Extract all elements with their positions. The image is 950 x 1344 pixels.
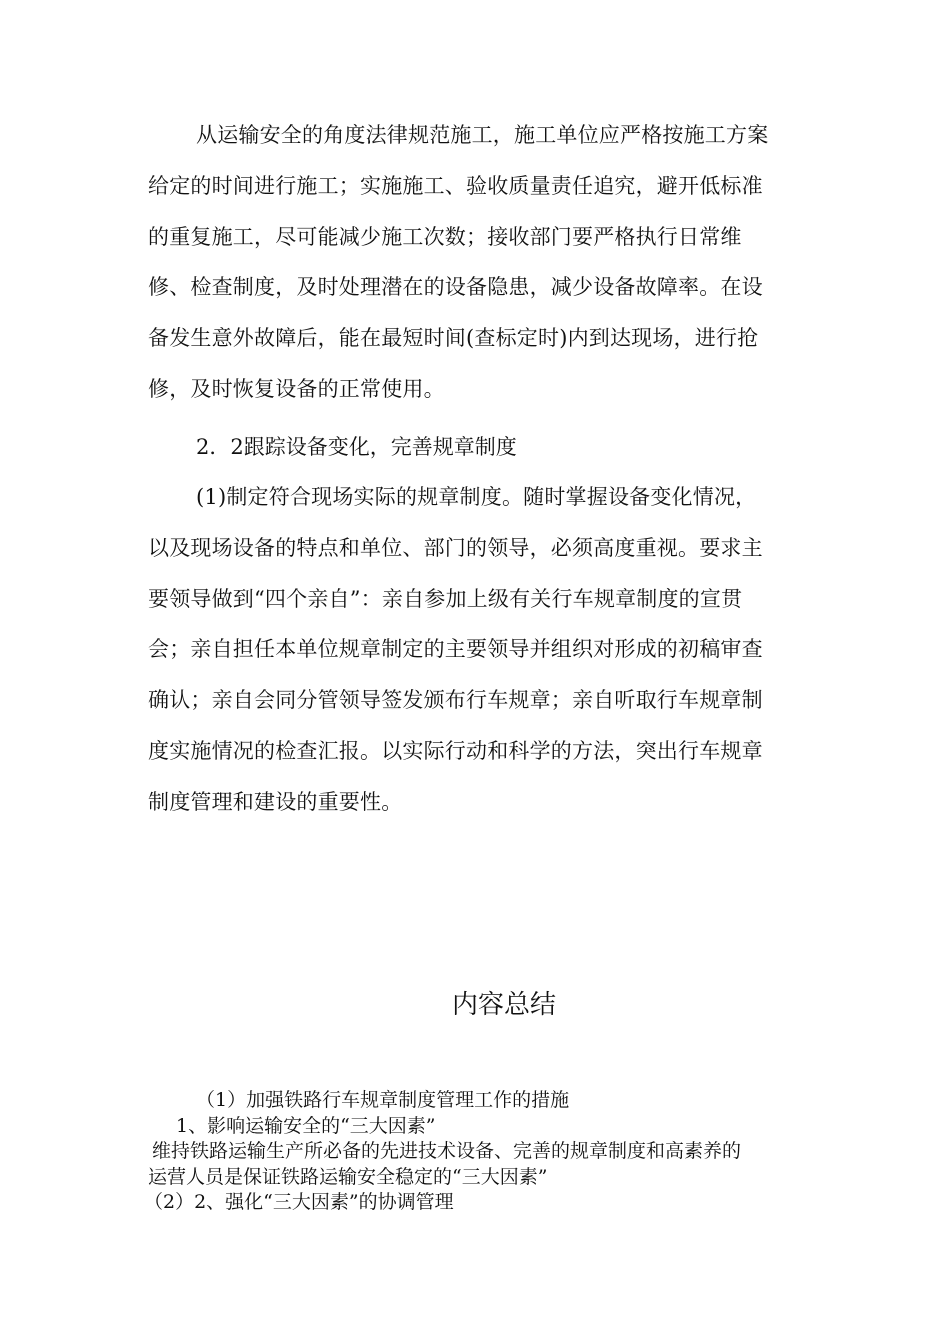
paragraph-regulations bbox=[148, 472, 808, 828]
paragraph-line: 给定的时间进行施工；实施施工、验收质量责任追究，避开低标准 bbox=[148, 173, 763, 198]
paragraph-transport-safety bbox=[148, 110, 808, 415]
summary-line: 1、影响运输安全的“三大因素” bbox=[176, 1114, 436, 1137]
paragraph-line: 的重复施工，尽可能减少施工次数；接收部门要严格执行日常维 bbox=[148, 224, 742, 249]
paragraph-line: 修，及时恢复设备的正常使用。 bbox=[148, 376, 445, 401]
paragraph-line: 修、检查制度，及时处理潜在的设备隐患，减少设备故障率。在设 bbox=[148, 275, 763, 300]
paragraph-line: (1)制定符合现场实际的规章制度。随时掌握设备变化情况， bbox=[196, 485, 757, 509]
summary-title: 内容总结 bbox=[451, 990, 556, 1020]
summary-line: （2）2、强化“三大因素”的协调管理 bbox=[144, 1191, 454, 1213]
paragraph-line: 要领导做到“四个亲自”：亲自参加上级有关行车规章制度的宣贯 bbox=[148, 586, 743, 611]
paragraph-line: 会；亲自担任本单位规章制定的主要领导并组织对形成的初稿审查 bbox=[148, 637, 763, 662]
paragraph-line: 制度管理和建设的重要性。 bbox=[148, 789, 403, 814]
section-heading: 2．2跟踪设备变化，完善规章制度 bbox=[196, 435, 517, 459]
summary-line: 维持铁路运输生产所必备的先进技术设备、完善的规章制度和高素养的 bbox=[152, 1140, 742, 1162]
summary-section bbox=[144, 1088, 808, 1216]
paragraph-line: 备发生意外故障后，能在最短时间(查标定时)内到达现场，进行抢 bbox=[148, 326, 759, 351]
summary-line: 运营人员是保证铁路运输安全稳定的“三大因素” bbox=[148, 1165, 548, 1188]
paragraph-line: 从运输安全的角度法律规范施工，施工单位应严格按施工方案 bbox=[196, 123, 769, 147]
summary-line: （1）加强铁路行车规章制度管理工作的措施 bbox=[196, 1089, 570, 1111]
paragraph-line: 度实施情况的检查汇报。以实际行动和科学的方法，突出行车规章 bbox=[148, 738, 763, 763]
paragraph-line: 以及现场设备的特点和单位、部门的领导，必须高度重视。要求主 bbox=[148, 535, 763, 560]
paragraph-line: 确认；亲自会同分管领导签发颁布行车规章；亲自听取行车规章制 bbox=[148, 688, 763, 713]
